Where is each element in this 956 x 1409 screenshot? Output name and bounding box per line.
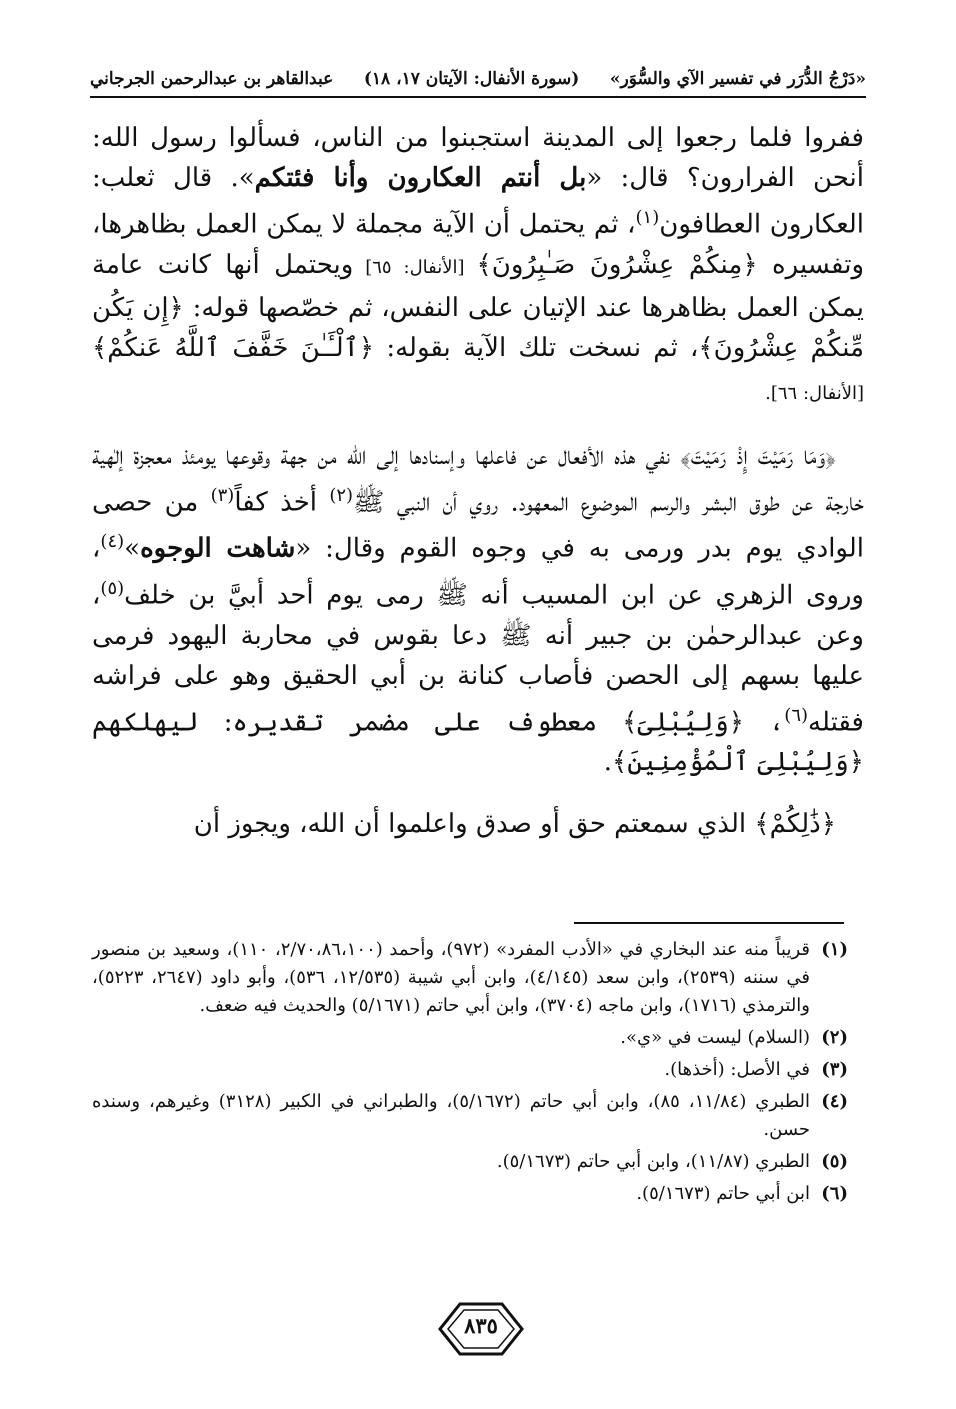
text-run: ، xyxy=(743,707,785,738)
footnote-marker: (٦) xyxy=(784,704,809,726)
footnote-number: (١) xyxy=(821,939,848,960)
page-number: ٨٣٥ xyxy=(464,1313,498,1338)
footnote-item xyxy=(92,1024,848,1052)
text-run: أخذ كفاً xyxy=(234,487,330,518)
footnotes xyxy=(92,936,848,1212)
text-run: ، ثم نسخت تلك الآية بقوله: xyxy=(374,332,699,363)
text-run: ». قال ثعلب: العكارون العطافون xyxy=(92,163,864,240)
footnote-marker: (٣) xyxy=(210,484,235,506)
paragraph-3 xyxy=(92,804,864,844)
header-surah-info: (سورة الأنفال: الآيتان ١٧، ١٨) xyxy=(363,69,580,89)
running-header xyxy=(90,62,866,98)
text-run: . xyxy=(603,747,612,778)
footnote-number: (٢) xyxy=(821,1027,848,1048)
footnote-text: ابن أبي حاتم (٥/١٦٧٣). xyxy=(636,1183,810,1204)
footnote-item xyxy=(92,1056,848,1084)
quran-quote: ﴿وَمَا رَمَيْتَ إِذْ رَمَيْتَ﴾ xyxy=(680,440,837,471)
text-run: الذي سمعتم حق أو صدق واعلموا أن الله، ويجوز أن xyxy=(193,809,755,840)
quran-quote: ﴿مِنكُمْ عِشْرُونَ صَـٰبِرُونَ﴾ xyxy=(476,249,758,280)
footnote-number: (٣) xyxy=(821,1059,848,1080)
footnote-text: (السلام) ليست في «ي». xyxy=(620,1027,810,1048)
footnote-marker: (١) xyxy=(635,207,660,228)
quran-quote: ﴿وَلِيُبْلِىَ﴾ xyxy=(622,707,744,738)
paragraph-1 xyxy=(92,118,864,414)
quran-quote: ﴿ٱلْـَٔـٰنَ خَفَّفَ ٱللَّهُ عَنكُمْ﴾ xyxy=(92,332,375,363)
footnote-item xyxy=(92,936,848,1020)
text-run: » xyxy=(124,533,141,564)
text-run: ، وروى الزهري عن ابن المسيب أنه ﷺ رمى يوم أحد أبيَّ بن خلف xyxy=(92,533,864,611)
footnote-marker: (٢) xyxy=(329,484,354,506)
hadith-quote: بل أنتم العكارون وأنا فئتكم xyxy=(254,163,587,193)
footnote-item xyxy=(92,1180,848,1208)
footnote-text: قريباً منه عند البخاري في «الأدب المفرد» (٩٧٢)، وأحمد (٢/٧٠،٨٦،١٠٠، ١١٠)، وسعيد بن منصور في سننه (٢٥٣٩)، وابن سعد (٤/١٤٥)، وابن أبي شيبة (١٢/٥٣٥، ٥٣٦)، وأبو داود (٢٦٤٧، ٥٢٢٣)، والترمذي (١٧١٦)، وابن ماجه (٣٧٠٤)، وابن أبي حاتم (٥/١٦٧١) والحديث فيه ضعف. xyxy=(92,939,811,1016)
quran-quote: ﴿وَلِيُبْلِىَ ٱلْمُؤْمِنِينَ﴾ xyxy=(611,747,864,778)
footnote-item xyxy=(92,1088,848,1144)
footnote-text: الطبري (١١/٨٧)، وابن أبي حاتم (٥/١٦٧٣). xyxy=(496,1151,810,1172)
main-text xyxy=(92,118,864,844)
footnote-separator xyxy=(574,922,844,924)
text-run: ، وعن عبدالرحمٰن بن جبير أنه ﷺ دعا بقوس في محاربة اليهود فرمى عليها بسهم إلى الحصن فأصاب كنانة بن أبي الحقيق وهو على فراشه فقتله xyxy=(92,580,864,738)
text-run: نفي هذه الأفعال عن فاعلها وإسنادها إلى الله من جهة وقوعها يومئذ معجزة إلٰهية خارجة عن طوق البشر والرسم الموضوع المعهود. روي أن النبي ﷺ xyxy=(92,440,864,518)
header-book-title: «دَرْجُ الدُّرَر في تفسير الآي والسُّوَر» xyxy=(609,69,866,89)
footnote-text: في الأصل: (أخذها). xyxy=(664,1059,810,1080)
hadith-quote: شاهت الوجوه xyxy=(140,533,296,564)
page-number-ornament xyxy=(436,1300,526,1358)
text-run: من حصى الوادي يوم بدر ورمى به في وجوه القوم وقال: « xyxy=(92,487,865,564)
text-run: ويحتمل أنها كانت عامة يمكن العمل بظاهرها عند الإتيان على النفس، ثم خصّصها قوله: xyxy=(92,249,865,323)
text-run: ، ثم يحتمل أن الآية مجملة لا يمكن العمل بظاهرها، وتفسيره xyxy=(92,209,865,280)
footnote-number: (٥) xyxy=(821,1151,848,1172)
footnote-marker: (٥) xyxy=(100,577,125,599)
footnote-marker: (٤) xyxy=(100,531,125,553)
text-run: معطوف على مضمر تقديره: ليهلكهم xyxy=(92,707,623,738)
quran-quote: ﴿ذَٰلِكُمْ﴾ xyxy=(754,809,836,840)
verse-reference: [الأنفال: ٦٦]. xyxy=(765,382,864,404)
text-run: ففروا فلما رجعوا إلى المدينة استجبنوا من الناس، فسألوا رسول الله: أنحن الفرارون؟ قال: « xyxy=(92,123,865,193)
header-author: عبدالقاهر بن عبدالرحمن الجرجاني xyxy=(90,69,334,89)
paragraph-2 xyxy=(92,436,864,783)
quran-quote: ﴿إِن يَكُن مِّنكُمْ عِشْرُونَ﴾ xyxy=(92,292,864,363)
footnote-text: الطبري (١١/٨٤، ٨٥)، وابن أبي حاتم (٥/١٦٧٢)، والطبراني في الكبير (٣١٢٨) وغيرهم، وسنده حسن. xyxy=(92,1091,811,1140)
footnote-number: (٦) xyxy=(821,1183,848,1204)
footnote-item xyxy=(92,1148,848,1176)
footnote-number: (٤) xyxy=(821,1091,848,1112)
verse-reference: [الأنفال: ٦٥] xyxy=(353,256,477,278)
